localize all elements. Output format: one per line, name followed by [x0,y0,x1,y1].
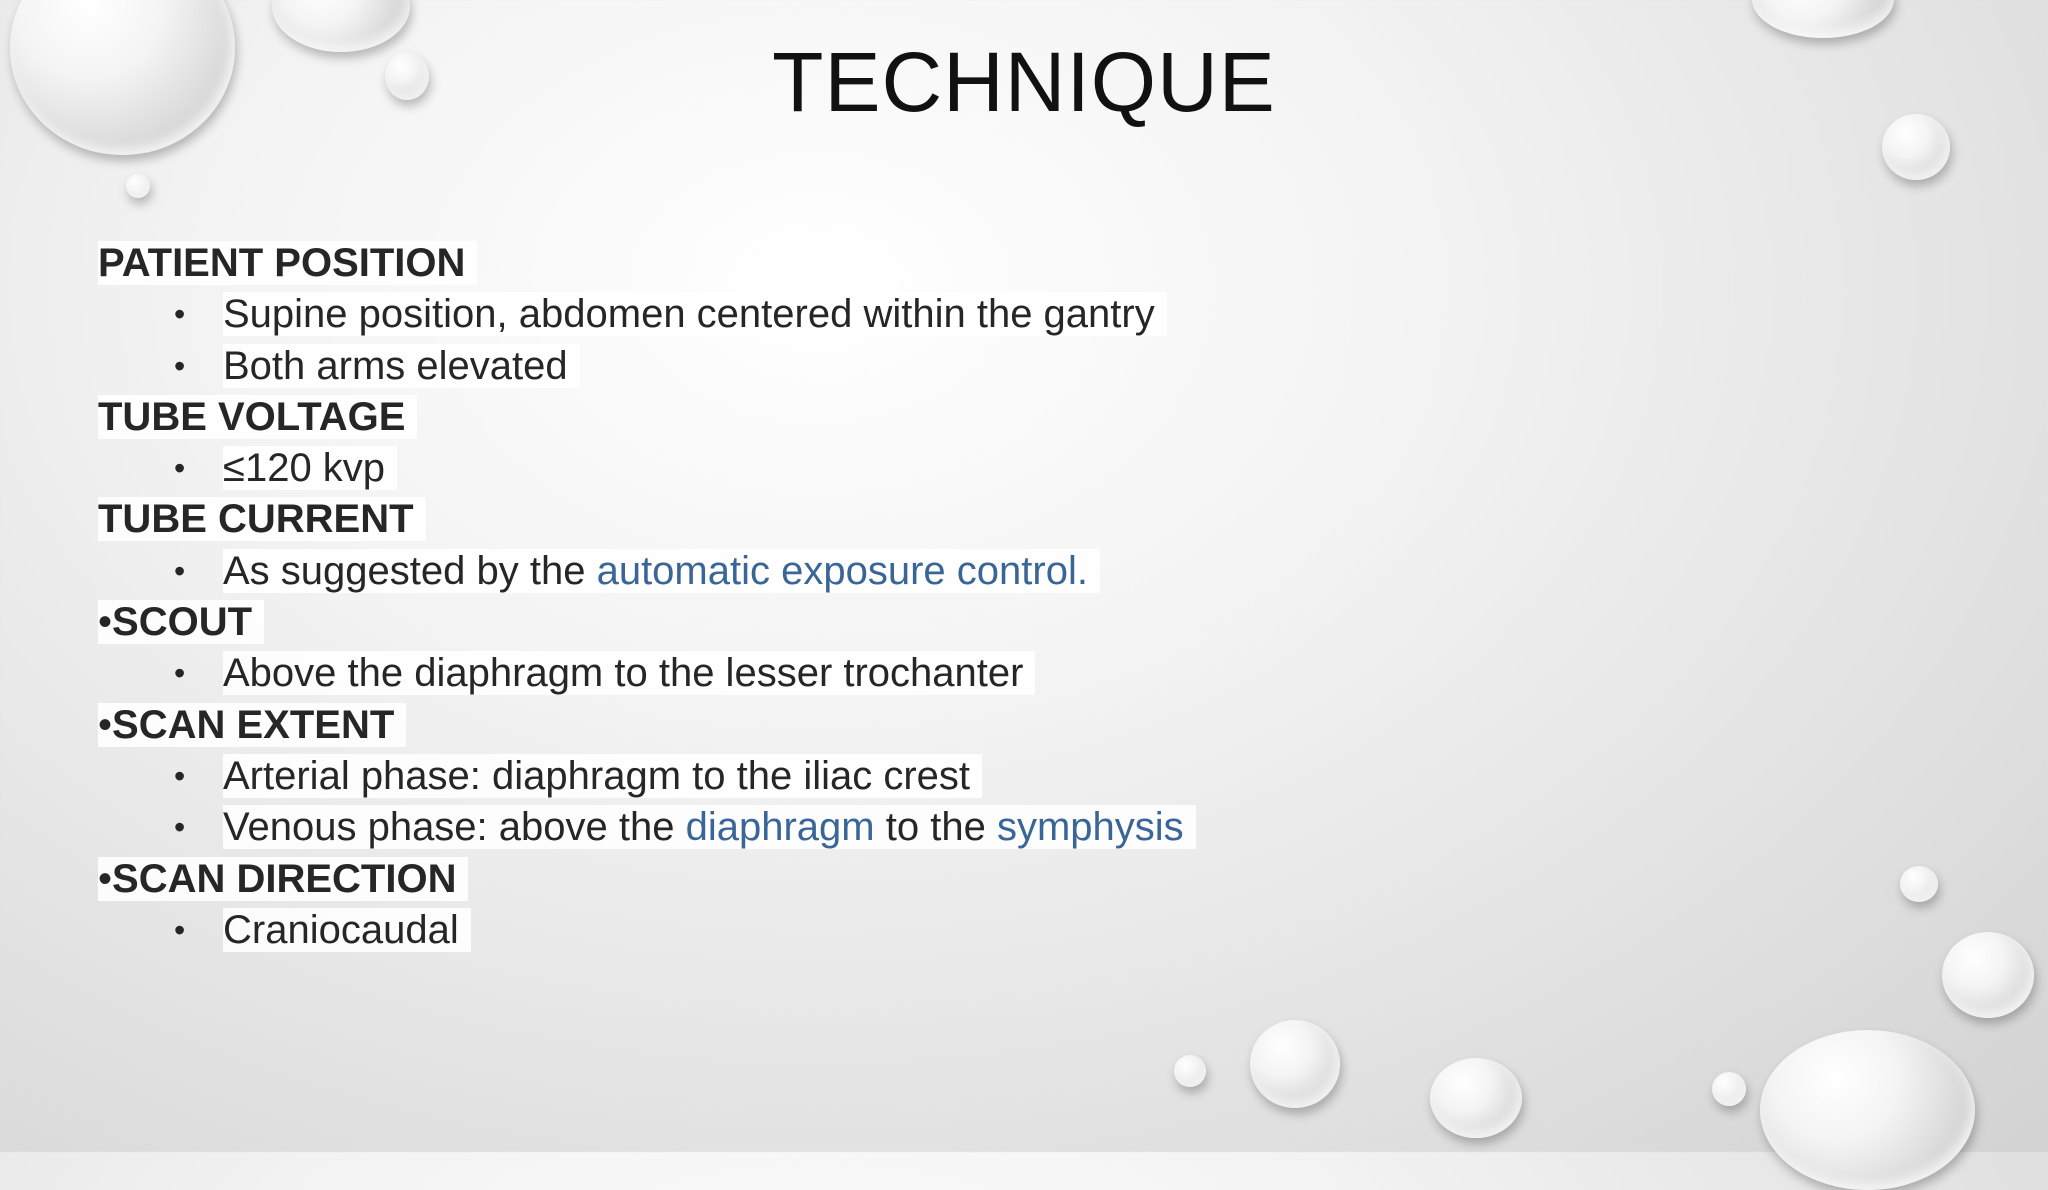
water-drop-decoration [126,174,150,198]
bullet-icon: • [174,450,186,487]
bullet-icon: • [174,911,186,948]
section-heading: •SCAN EXTENT [98,700,1598,751]
section-heading: TUBE CURRENT [98,494,1598,545]
list-item: • ≤120 kvp [98,443,1598,494]
section-heading: PATIENT POSITION [98,238,1598,289]
bullet-icon: • [174,347,186,384]
bullet-icon: • [174,655,186,692]
water-drop-decoration [1174,1055,1206,1087]
list-item: • Craniocaudal [98,905,1598,956]
link-diaphragm[interactable]: diaphragm [685,805,875,850]
bullet-icon: • [174,296,186,333]
list-item: • Above the diaphragm to the lesser trochanter [98,648,1598,699]
list-item: • As suggested by the automatic exposure control. [98,546,1598,597]
slide-content [98,238,1598,956]
section-heading: TUBE VOLTAGE [98,392,1598,443]
water-drop-decoration [1430,1058,1522,1138]
water-drop-decoration [1752,0,1894,38]
water-drop-decoration [1760,1030,1975,1190]
bullet-icon: • [98,702,113,747]
bullet-icon: • [98,856,113,901]
bullet-icon: • [174,552,186,589]
bullet-icon: • [98,600,113,645]
water-drop-decoration [1942,932,2034,1018]
list-item: • Venous phase: above the diaphragm to the symphysis [98,802,1598,853]
link-automatic-exposure-control[interactable]: automatic exposure control. [596,548,1088,593]
list-item: • Both arms elevated [98,341,1598,392]
slide-title: TECHNIQUE [772,35,1276,129]
water-drop-decoration [1900,866,1938,902]
section-heading: •SCAN DIRECTION [98,854,1598,905]
bullet-icon: • [174,809,186,846]
section-heading: •SCOUT [98,597,1598,648]
list-item: • Arterial phase: diaphragm to the iliac crest [98,751,1598,802]
link-symphysis[interactable]: symphysis [996,805,1184,850]
water-drop-decoration [1712,1072,1746,1106]
list-item: • Supine position, abdomen centered within the gantry [98,289,1598,340]
bullet-icon: • [174,757,186,794]
water-drop-decoration [1250,1020,1340,1108]
